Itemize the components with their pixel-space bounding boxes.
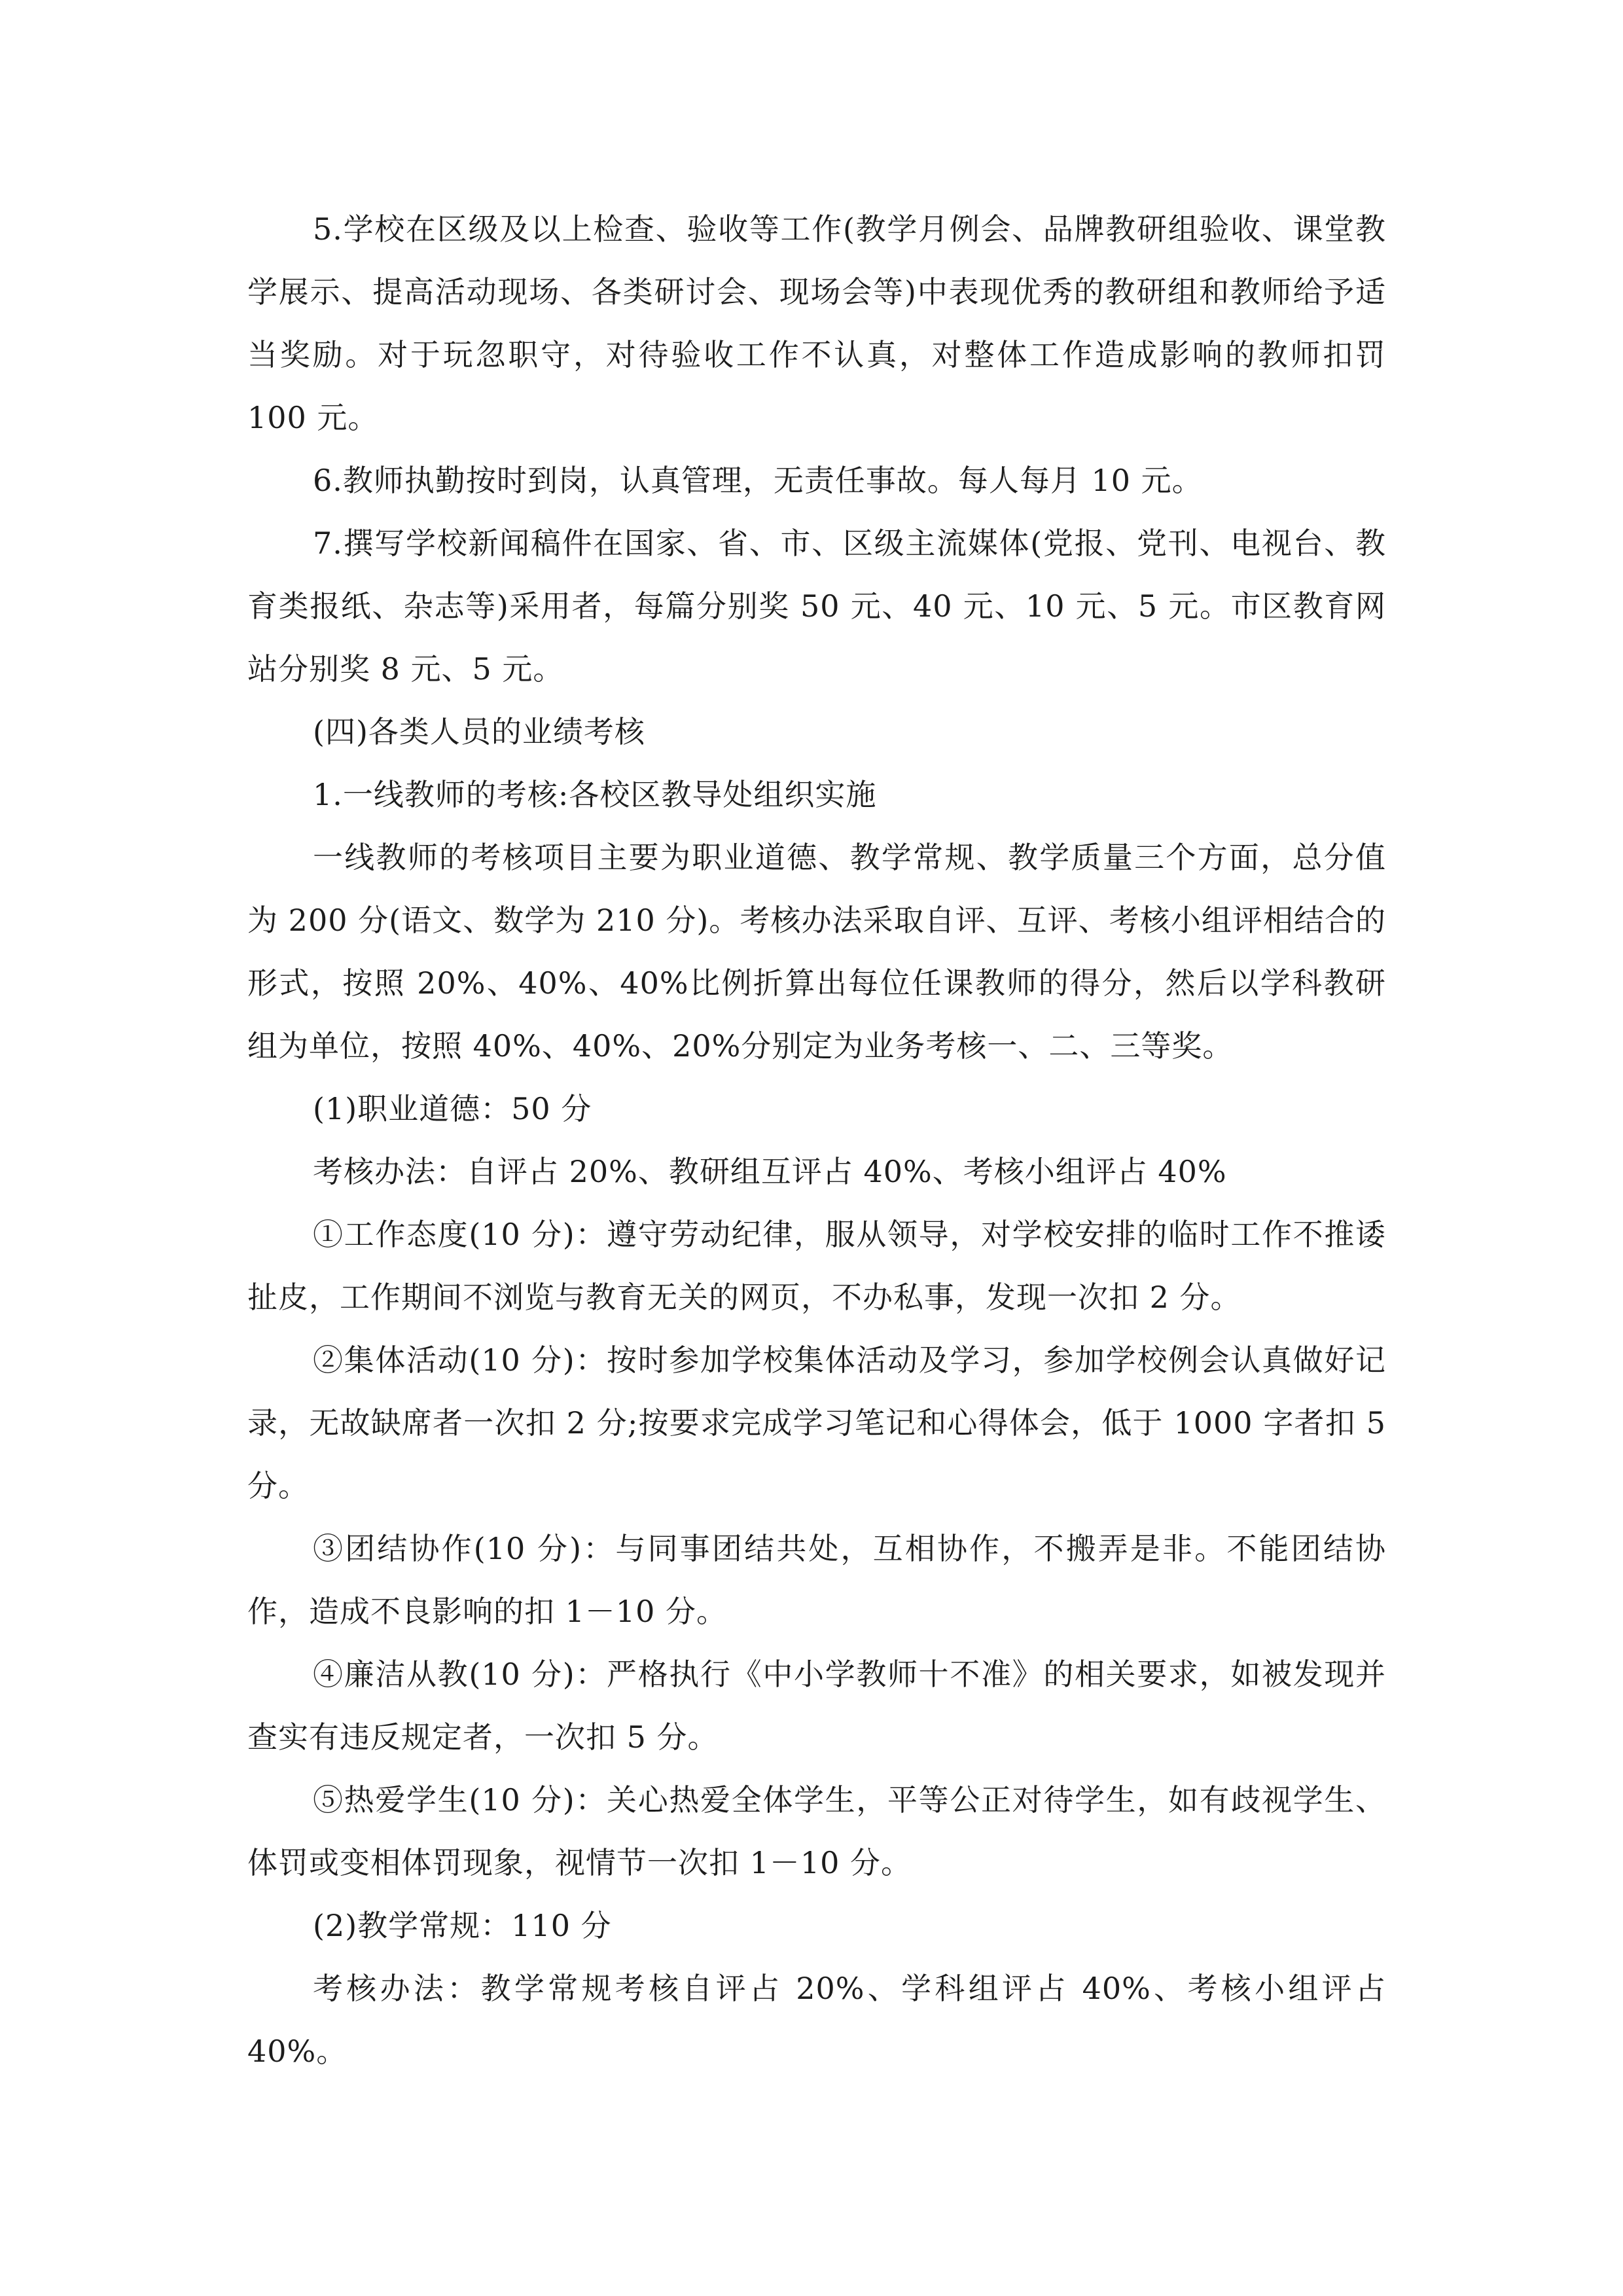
list-item-caring-students: ⑤热爱学生(10 分)：关心热爱全体学生，平等公正对待学生，如有歧视学生、体罚或变相体罚现象，视情节一次扣 1－10 分。: [247, 1782, 1386, 1880]
document-body: [247, 198, 1386, 2083]
list-item-teamwork: ③团结协作(10 分)：与同事团结共处，互相协作，不搬弄是非。不能团结协作，造成不良影响的扣 1－10 分。: [247, 1531, 1386, 1629]
list-item-work-attitude: ①工作态度(10 分)：遵守劳动纪律，服从领导，对学校安排的临时工作不推诿扯皮，工作期间不浏览与教育无关的网页，不办私事，发现一次扣 2 分。: [247, 1217, 1386, 1315]
list-item-integrity: ④廉洁从教(10 分)：严格执行《中小学教师十不准》的相关要求，如被发现并查实有违反规定者，一次扣 5 分。: [247, 1657, 1386, 1755]
subheading-professional-ethics: (1)职业道德：50 分: [313, 1091, 592, 1126]
subheading-teaching-routine: (2)教学常规：110 分: [313, 1908, 612, 1943]
paragraph-ethics-method: 考核办法：自评占 20%、教研组互评占 40%、考核小组评占 40%: [313, 1154, 1227, 1189]
paragraph-news-reward: 7.撰写学校新闻稿件在国家、省、市、区级主流媒体(党报、党刊、电视台、教育类报纸、杂志等)采用者，每篇分别奖 50 元、40 元、10 元、5 元。市区教育网站分别奖 8 元、5 元。: [247, 526, 1386, 687]
paragraph-routine-method: 考核办法：教学常规考核自评占 20%、学科组评占 40%、考核小组评占 40%。: [247, 1971, 1386, 2069]
paragraph-reward-inspection: 5.学校在区级及以上检查、验收等工作(教学月例会、品牌教研组验收、课堂教学展示、提高活动现场、各类研讨会、现场会等)中表现优秀的教研组和教师给予适当奖励。对于玩忽职守，对待验收工作不认真，对整体工作造成影响的教师扣罚 100 元。: [247, 211, 1386, 435]
section-heading-performance: (四)各类人员的业绩考核: [313, 714, 645, 749]
paragraph-duty-allowance: 6.教师执勤按时到岗，认真管理，无责任事故。每人每月 10 元。: [313, 463, 1203, 498]
subheading-teacher-assessment: 1.一线教师的考核:各校区教导处组织实施: [313, 777, 877, 812]
list-item-group-activities: ②集体活动(10 分)：按时参加学校集体活动及学习，参加学校例会认真做好记录，无故缺席者一次扣 2 分;按要求完成学习笔记和心得体会，低于 1000 字者扣 5 分。: [247, 1342, 1386, 1503]
paragraph-assessment-overview: 一线教师的考核项目主要为职业道德、教学常规、教学质量三个方面，总分值为 200 分(语文、数学为 210 分)。考核办法采取自评、互评、考核小组评相结合的形式，按照 20%、40%、40%比例折算出每位任课教师的得分，然后以学科教研组为单位，按照 40%、40%、20%分别定为业务考核一、二、三等奖。: [247, 840, 1386, 1064]
